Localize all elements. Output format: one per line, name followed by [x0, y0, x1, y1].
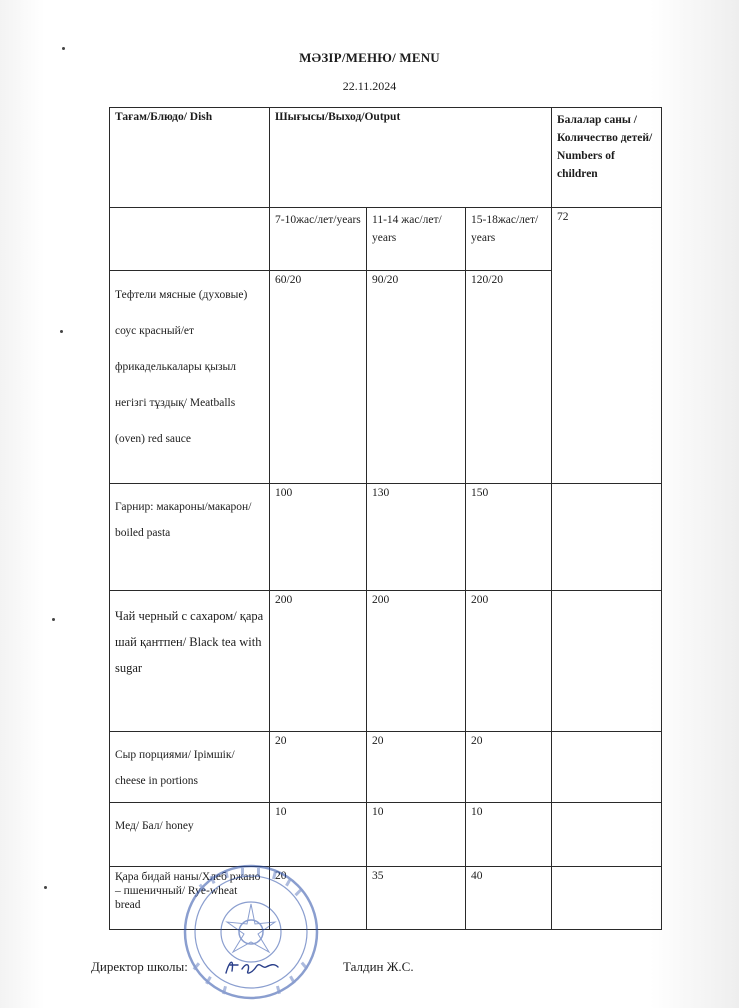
portion-7-10: 20 — [270, 732, 367, 803]
portion-15-18: 120/20 — [466, 271, 552, 484]
director-signature — [222, 955, 282, 977]
scan-dot — [60, 330, 63, 333]
portion-15-18: 200 — [466, 591, 552, 732]
portion-15-18: 40 — [466, 867, 552, 930]
table-row — [110, 484, 662, 591]
dish-name: Мед/ Бал/ honey — [110, 803, 270, 867]
school-stamp — [181, 862, 321, 1002]
document-title: МӘЗІР/МЕНЮ/ MENU — [299, 50, 440, 65]
portion-15-18: 10 — [466, 803, 552, 867]
age-group-11-14: 11-14 жас/лет/ years — [367, 208, 466, 271]
age-group-row — [110, 208, 662, 271]
table-row — [110, 591, 662, 732]
director-name: Талдин Ж.С. — [343, 959, 414, 974]
portion-7-10: 20 — [270, 867, 367, 930]
age-group-7-10: 7-10жас/лет/years — [270, 208, 367, 271]
portion-15-18: 20 — [466, 732, 552, 803]
table-row — [110, 803, 662, 867]
table-row — [110, 732, 662, 803]
children-empty — [552, 732, 662, 803]
menu-table — [109, 107, 662, 930]
dish-name: Қара бидай наны/Хлеб ржано – пшеничный/ Rye-wheat bread — [110, 867, 270, 930]
director-label: Директор школы: — [91, 959, 188, 974]
scan-dot — [52, 618, 55, 621]
portion-7-10: 10 — [270, 803, 367, 867]
children-empty — [552, 867, 662, 930]
children-header: Балалар саны /Количество детей/ Numbers of children — [552, 108, 662, 208]
children-empty — [552, 591, 662, 732]
portion-11-14: 200 — [367, 591, 466, 732]
dish-name: Гарнир: макароны/макарон/ boiled pasta — [110, 484, 270, 591]
dish-header-continuation — [110, 208, 270, 271]
portion-11-14: 130 — [367, 484, 466, 591]
dish-header: Тағам/Блюдо/ Dish — [110, 108, 270, 208]
portion-7-10: 200 — [270, 591, 367, 732]
dish-name: Тефтели мясные (духовые) соус красный/ет фрикаделькалары қызыл негізгі тұздық/ Meatballs (oven) red sauce — [110, 271, 270, 484]
output-header: Шығысы/Выход/Output — [270, 108, 552, 208]
portion-11-14: 20 — [367, 732, 466, 803]
portion-7-10: 60/20 — [270, 271, 367, 484]
portion-11-14: 10 — [367, 803, 466, 867]
dish-name: Сыр порциями/ Ірімшік/ cheese in portions — [110, 732, 270, 803]
children-empty — [552, 484, 662, 591]
header-row — [110, 108, 662, 208]
age-group-15-18: 15-18жас/лет/ years — [466, 208, 552, 271]
portion-7-10: 100 — [270, 484, 367, 591]
portion-15-18: 150 — [466, 484, 552, 591]
document-date: 22.11.2024 — [342, 79, 397, 93]
children-empty — [552, 803, 662, 867]
children-count: 72 — [552, 208, 662, 484]
dish-name: Чай черный с сахаром/ қара шай қантпен/ Black tea with sugar — [110, 591, 270, 732]
portion-11-14: 90/20 — [367, 271, 466, 484]
scan-dot — [44, 886, 47, 889]
portion-11-14: 35 — [367, 867, 466, 930]
